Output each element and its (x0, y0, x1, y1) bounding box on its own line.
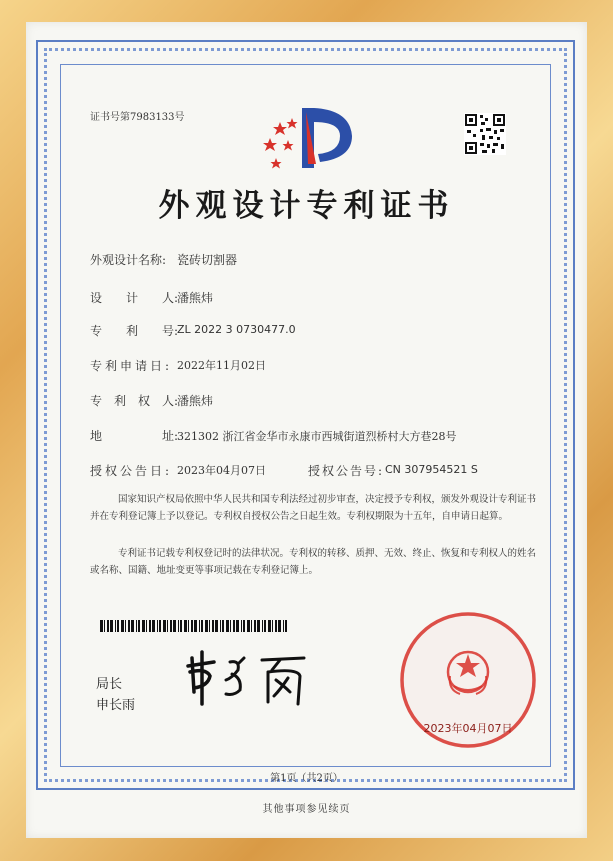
barcode-bar (241, 620, 242, 632)
barcode-bar (194, 620, 197, 632)
page-indicator: 第1页（共2页） (270, 773, 343, 784)
barcode-bar (191, 620, 193, 632)
barcode-bar (201, 620, 203, 632)
designer-label: 设 计 人: (90, 291, 179, 305)
barcode-bar (170, 620, 172, 632)
barcode-bar (167, 620, 168, 632)
statement-paragraph-2: 专利证书记载专利权登记时的法律状况。专利权的转移、质押、无效、终止、恢复和专利权人的姓名或名称、国籍、地址变更等事项记载在专利登记簿上。 (90, 548, 537, 576)
barcode-bar (146, 620, 147, 632)
barcode-bar (159, 620, 161, 632)
barcode-bar (278, 620, 281, 632)
barcode-bar (222, 620, 224, 632)
footer-note: 其他事项参见续页 (262, 804, 351, 815)
barcode-bar (107, 620, 109, 632)
barcode-bar (233, 620, 235, 632)
address-value: 321302 浙江省金华市永康市西城街道烈桥村大方巷28号 (177, 430, 457, 443)
barcode-bar (163, 620, 166, 632)
barcode-bar (115, 620, 116, 632)
patentee-label: 专 利 权 人: (90, 394, 179, 408)
barcode-bar (178, 620, 179, 632)
qr-code-icon (464, 113, 506, 155)
barcode-bar (100, 620, 103, 632)
barcode-bar (254, 620, 256, 632)
barcode-bar (157, 620, 158, 632)
barcode-bar (188, 620, 189, 632)
seal-date: 2023年04月07日 (423, 722, 513, 735)
barcode-bar (257, 620, 260, 632)
patent-number-label: 专 利 号: (90, 324, 179, 338)
barcode-bar (236, 620, 239, 632)
barcode-bar (264, 620, 266, 632)
official-seal-icon (398, 610, 538, 750)
barcode-bar (272, 620, 273, 632)
filing-date-label: 专利申请日: (90, 359, 173, 373)
barcode-bar (251, 620, 252, 632)
barcode-bar (180, 620, 182, 632)
design-name-label: 外观设计名称: (90, 253, 167, 267)
barcode-bar (131, 620, 134, 632)
barcode-bar (136, 620, 137, 632)
design-name-value: 瓷砖切割器 (177, 253, 238, 267)
director-name: 申长雨 (96, 698, 136, 713)
barcode-bar (199, 620, 200, 632)
barcode-bar (209, 620, 210, 632)
barcode-bar (226, 620, 229, 632)
certificate-title: 外观设计专利证书 (158, 188, 455, 224)
barcode-bar (285, 620, 287, 632)
barcode-bar (205, 620, 208, 632)
barcode-bar (110, 620, 113, 632)
grant-date-value: 2023年04月07日 (177, 464, 266, 477)
patent-number-value: ZL 2022 3 0730477.0 (177, 323, 296, 336)
barcode-bar (184, 620, 187, 632)
barcode-bar (152, 620, 155, 632)
barcode-bar (142, 620, 145, 632)
barcode-bar (173, 620, 176, 632)
certificate-number: 证书号第7983133号 (90, 112, 185, 123)
designer-value: 潘熊炜 (177, 291, 214, 305)
barcode-bar (262, 620, 263, 632)
address-label: 地 址: (90, 429, 179, 443)
barcode-icon (100, 620, 290, 632)
statement-paragraph-1: 国家知识产权局依照中华人民共和国专利法经过初步审查，决定授予专利权，颁发外观设计专利证书并在专利登记簿上予以登记。专利权自授权公告之日起生效。专利权期限为十五年，自申请日起算。 (90, 494, 537, 522)
barcode-bar (117, 620, 119, 632)
barcode-bar (243, 620, 245, 632)
cnipa-logo-icon (262, 100, 357, 175)
director-signature-icon (180, 648, 315, 708)
patentee-value: 潘熊炜 (177, 394, 214, 408)
barcode-bar (138, 620, 140, 632)
barcode-bar (128, 620, 130, 632)
grant-date-label: 授权公告日: (90, 464, 173, 478)
grant-number-label: 授权公告号: (308, 464, 385, 478)
barcode-bar (104, 620, 105, 632)
barcode-bar (283, 620, 284, 632)
barcode-bar (215, 620, 218, 632)
barcode-bar (121, 620, 124, 632)
barcode-bar (247, 620, 250, 632)
barcode-bar (212, 620, 214, 632)
grant-number-value: CN 307954521 S (385, 463, 478, 476)
barcode-bar (149, 620, 151, 632)
barcode-bar (268, 620, 271, 632)
barcode-bar (275, 620, 277, 632)
director-title: 局长 (96, 677, 123, 692)
barcode-bar (125, 620, 126, 632)
barcode-bar (230, 620, 231, 632)
filing-date-value: 2022年11月02日 (177, 359, 266, 372)
barcode-bar (220, 620, 221, 632)
